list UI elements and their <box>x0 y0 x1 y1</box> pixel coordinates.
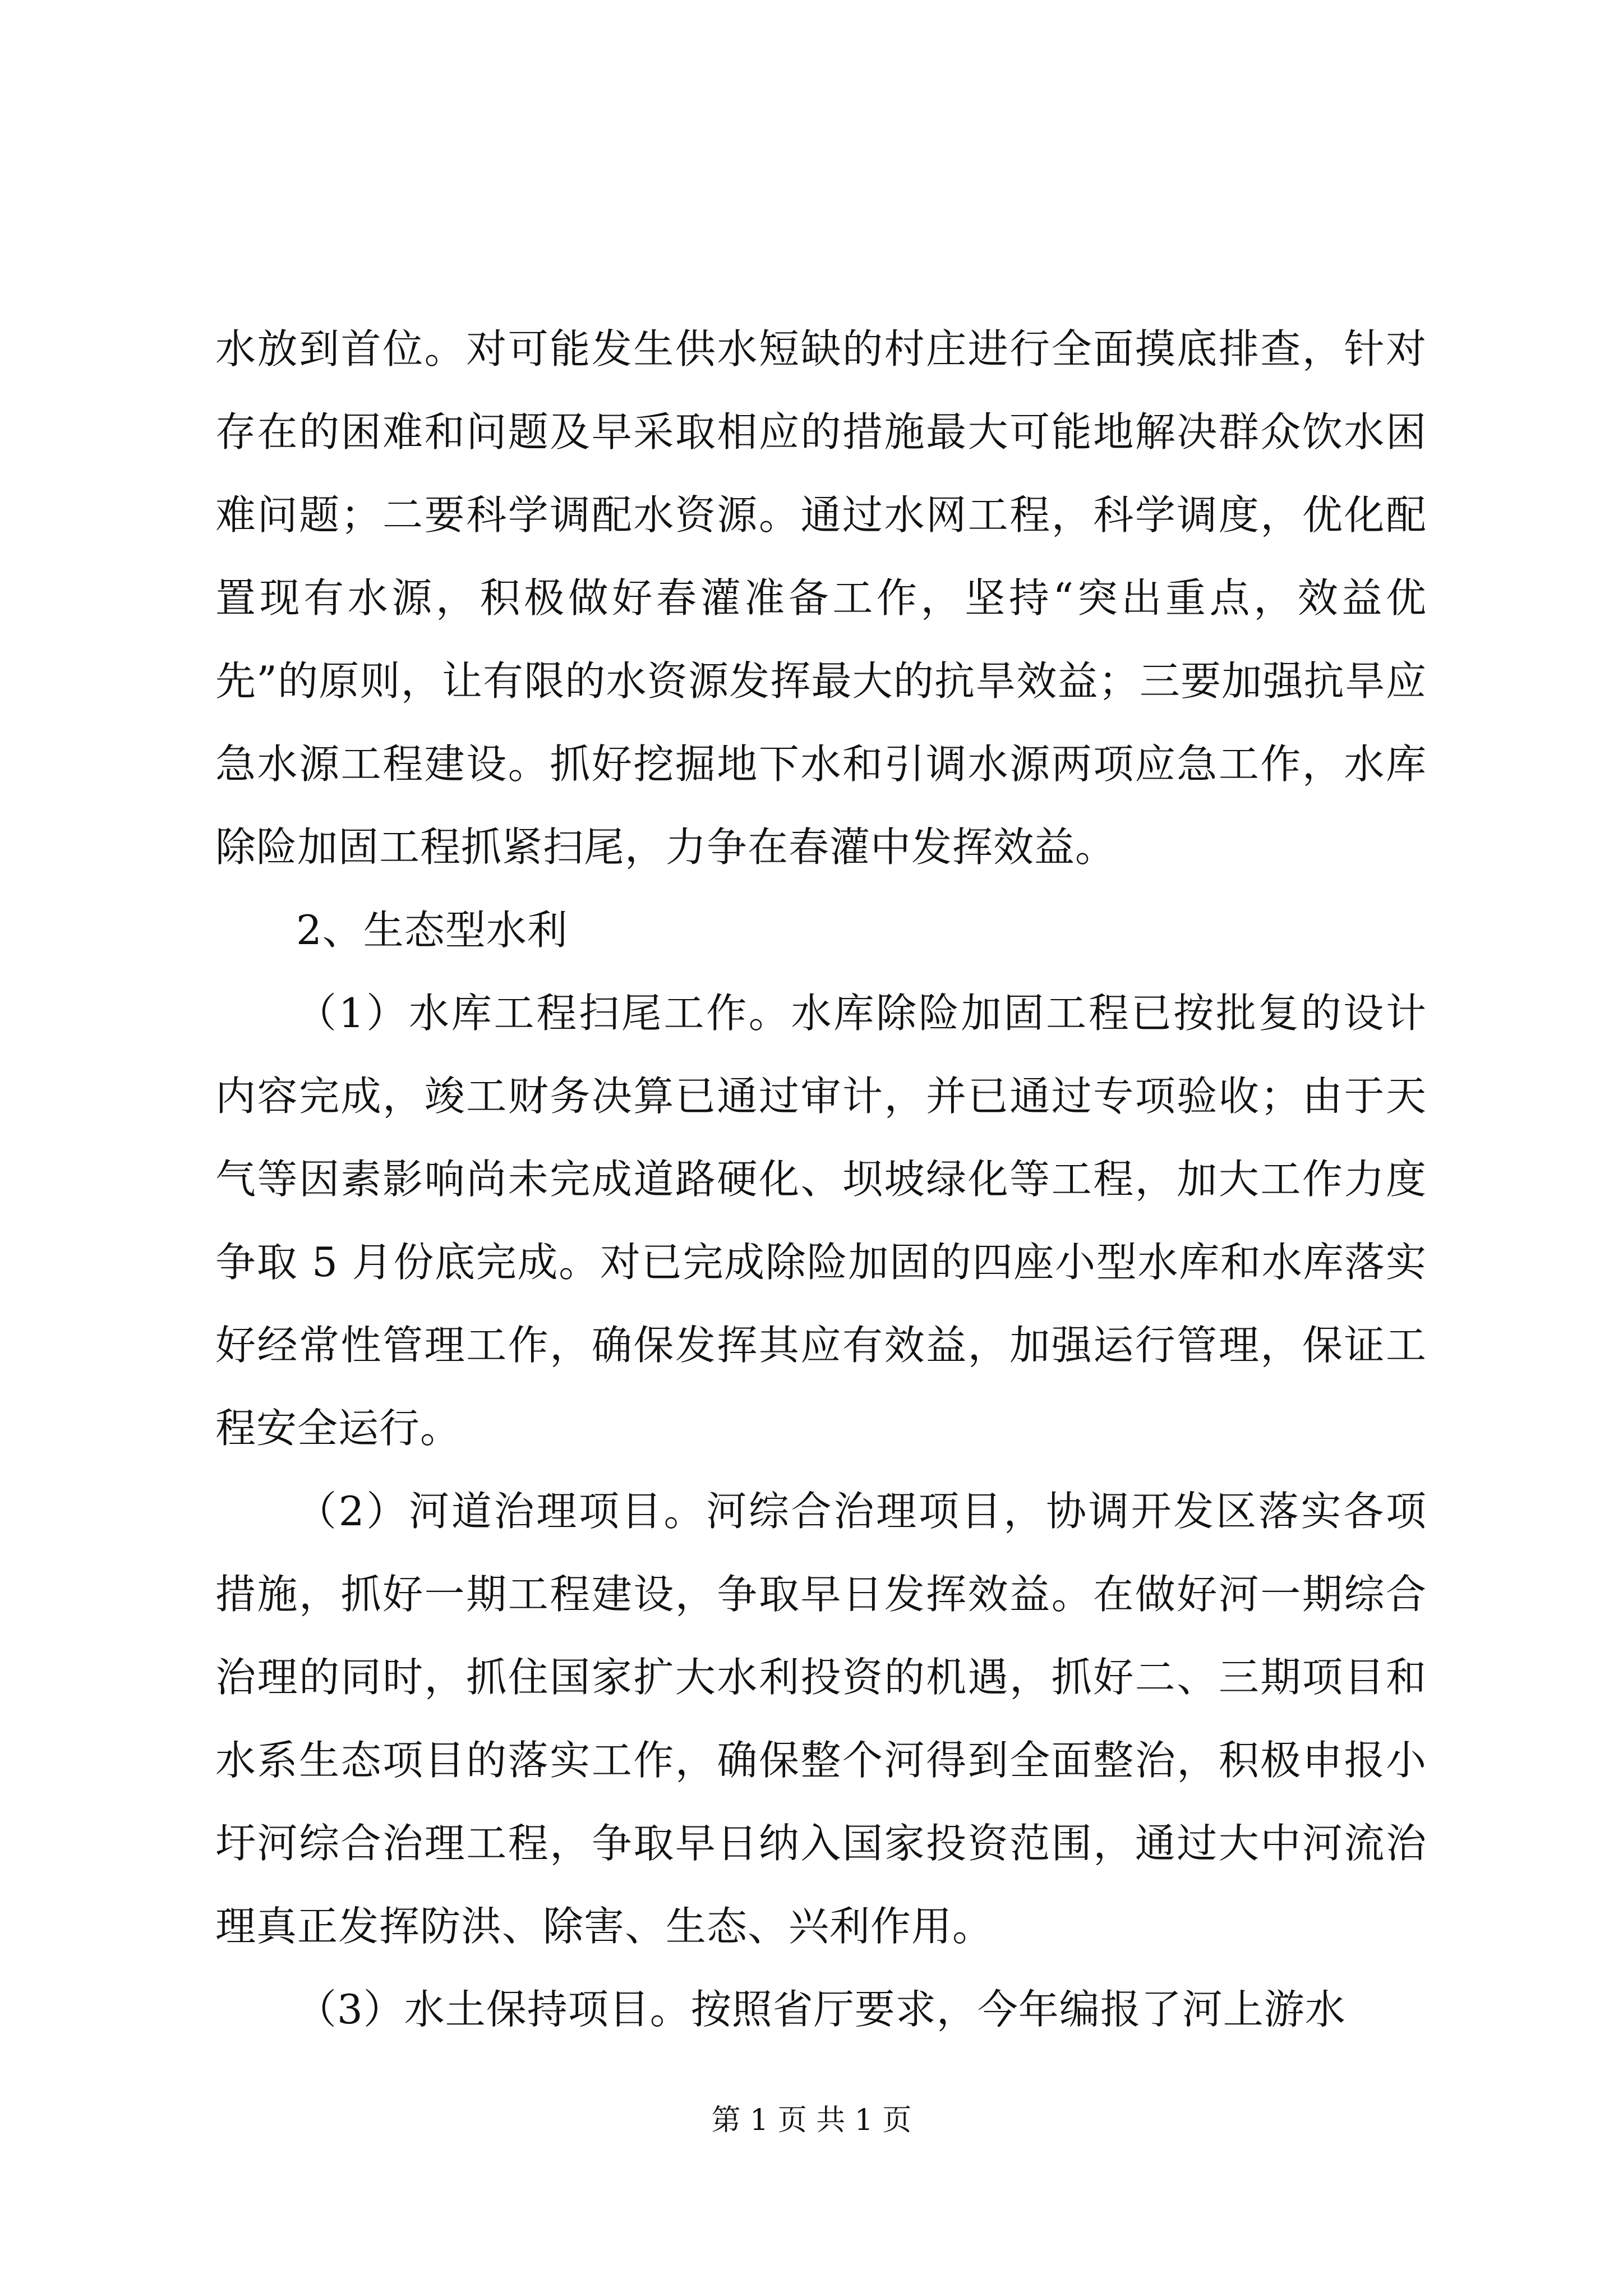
section-heading: 2、生态型水利 <box>296 907 568 954</box>
paragraph-continuation: 水放到首位。对可能发生供水短缺的村庄进行全面摸底排查，针对存在的困难和问题及早采取相应的措施最大可能地解决群众饮水困难问题；二要科学调配水资源。通过水网工程，科学调度，优化配置现有水源，积极做好春灌准备工作，坚持“突出重点，效益优先”的原则，让有限的水资源发挥最大的抗旱效益；三要加强抗旱应急水源工程建设。抓好挖掘地下水和引调水源两项应急工作，水库除险加固工程抓紧扫尾，力争在春灌中发挥效益。 <box>215 325 1427 871</box>
paragraph-reservoir: （1）水库工程扫尾工作。水库除险加固工程已按批复的设计内容完成，竣工财务决算已通过审计，并已通过专项验收；由于天气等因素影响尚未完成道路硬化、坝坡绿化等工程，加大工作力度争取 5 月份底完成。对已完成除险加固的四座小型水库和水库落实好经常性管理工作，确保发挥其应有效益，加强运行管理，保证工程安全运行。 <box>215 990 1427 1452</box>
paragraph-river: （2）河道治理项目。河综合治理项目，协调开发区落实各项措施，抓好一期工程建设，争取早日发挥效益。在做好河一期综合治理的同时，抓住国家扩大水利投资的机遇，抓好二、三期项目和水系生态项目的落实工作，确保整个河得到全面整治，积极申报小圩河综合治理工程，争取早日纳入国家投资范围，通过大中河流治理真正发挥防洪、除害、生态、兴利作用。 <box>215 1488 1427 1950</box>
paragraph-soil: （3）水土保持项目。按照省厅要求，今年编报了河上游水 <box>296 1986 1346 2033</box>
document-body <box>215 307 1427 2051</box>
page-footer: 第 1 页 共 1 页 <box>711 2104 912 2137</box>
